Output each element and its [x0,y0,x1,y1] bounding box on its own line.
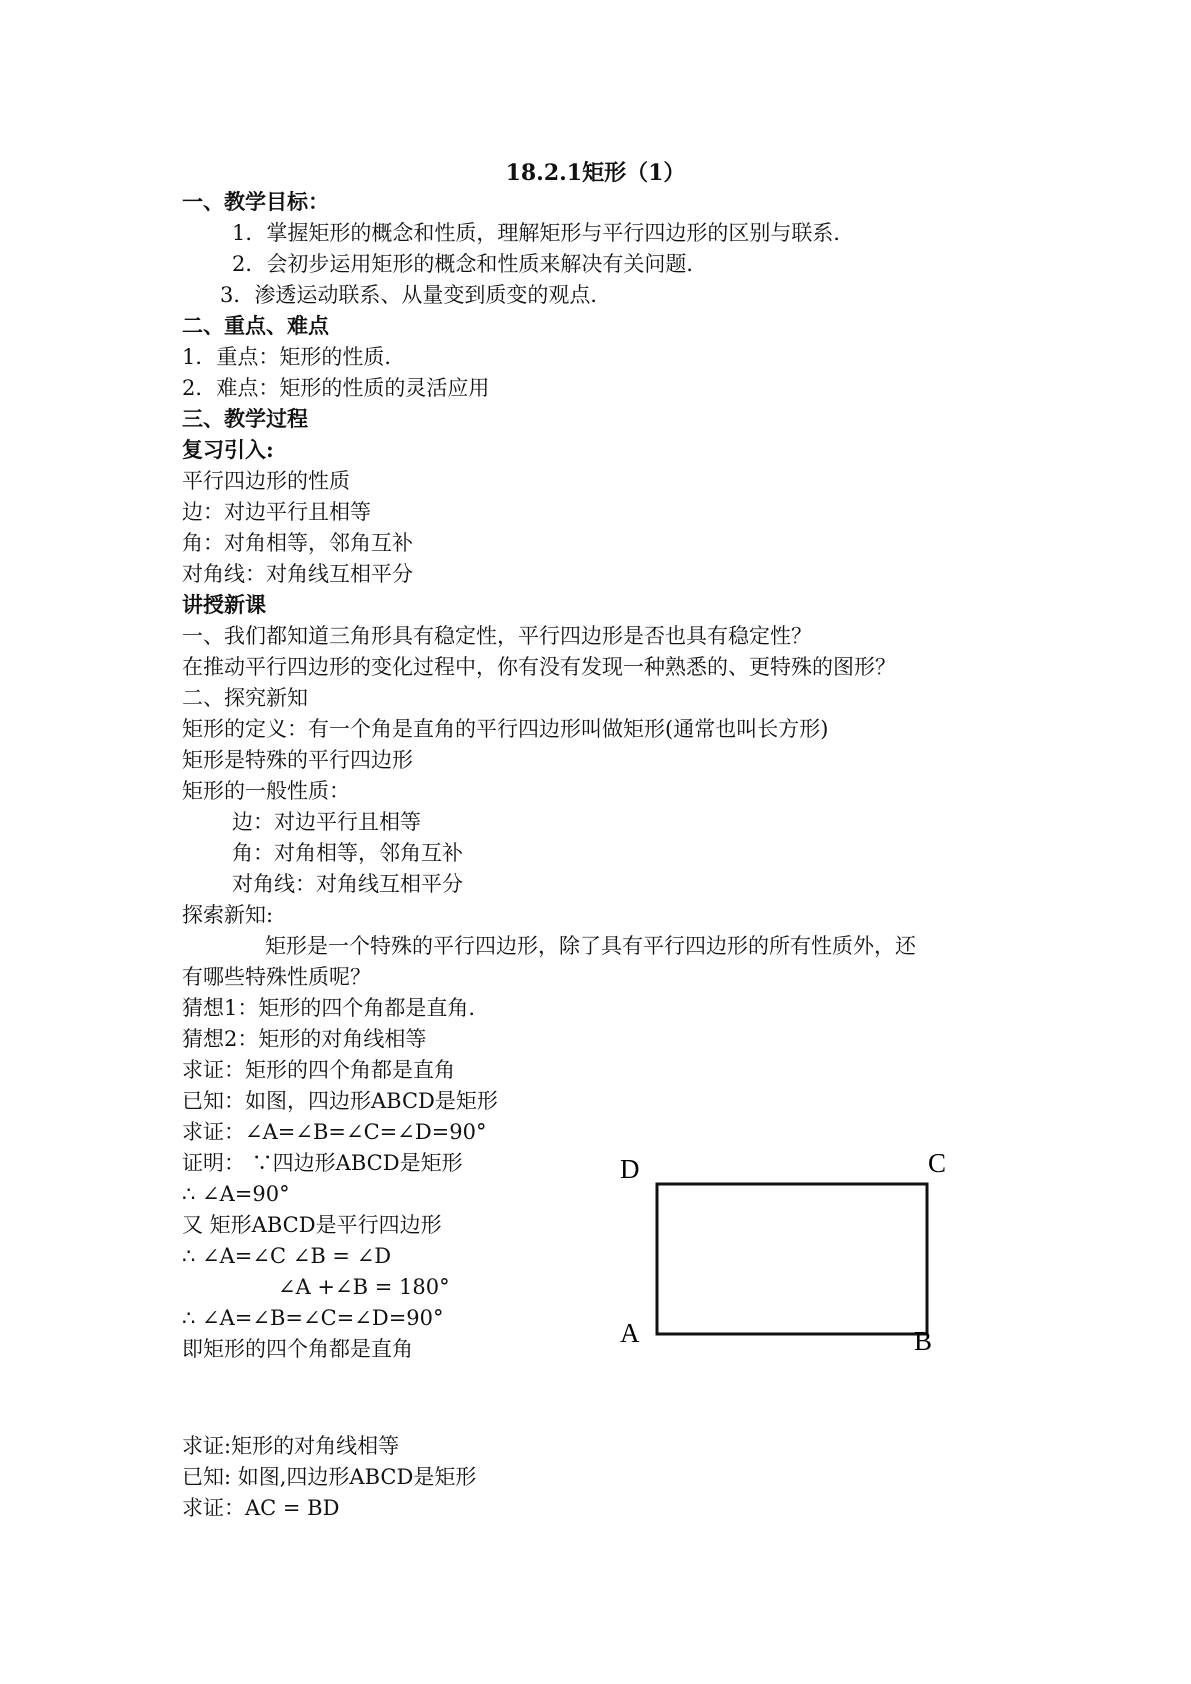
section-heading-process: 三、教学过程 [182,406,308,431]
text-line: 探索新知: [182,903,274,927]
text-line: 在推动平行四边形的变化过程中，你有没有发现一种熟悉的、更特殊的图形？ [182,655,896,679]
document-title: 18.2.1矩形（1） [505,160,686,186]
objective-item: 1．掌握矩形的概念和性质，理解矩形与平行四边形的区别与联系． [232,221,855,245]
text-line: 一、我们都知道三角形具有稳定性，平行四边形是否也具有稳定性？ [182,624,812,648]
proof-line: 求证：AC = BD [182,1496,340,1520]
property-item: 角：对角相等，邻角互补 [232,841,463,865]
proof-line: 即矩形的四个角都是直角 [182,1337,413,1361]
vertex-label-a: A [620,1318,640,1348]
proof-line: 求证：∠A=∠B=∠C=∠D=90° [182,1120,487,1144]
text-line: 二、探究新知 [182,686,308,710]
text-line: 有哪些特殊性质呢？ [182,965,371,989]
rectangle-shape [657,1184,927,1334]
proof-line: 求证:矩形的对角线相等 [182,1434,400,1458]
rectangle-abcd-figure [620,1148,950,1368]
proof-line: 求证：矩形的四个角都是直角 [182,1058,455,1082]
property-item: 对角线：对角线互相平分 [232,872,463,896]
text-line: 矩形是一个特殊的平行四边形，除了具有平行四边形的所有性质外，还 [265,934,916,958]
section-heading-key-points: 二、重点、难点 [182,313,329,338]
key-point-item: 2．难点：矩形的性质的灵活应用 [182,376,490,400]
proof-line: 已知：如图，四边形ABCD是矩形 [182,1089,498,1113]
objective-item: 3．渗透运动联系、从量变到质变的观点． [220,283,612,307]
vertex-label-c: C [928,1148,947,1178]
proof-line: ∴ ∠A=∠B=∠C=∠D=90° [182,1306,444,1330]
objective-item: 2．会初步运用矩形的概念和性质来解决有关问题． [232,252,708,276]
text-line: 对角线：对角线互相平分 [182,562,413,586]
definition-line: 矩形的定义：有一个角是直角的平行四边形叫做矩形(通常也叫长方形) [182,717,829,741]
conjecture-line: 猜想2：矩形的对角线相等 [182,1027,427,1051]
text-line: 角：对角相等，邻角互补 [182,531,413,555]
section-heading-objectives: 一、教学目标： [182,189,329,214]
proof-line: ∠A +∠B = 180° [278,1275,450,1299]
property-item: 边：对边平行且相等 [232,810,421,834]
proof-line: 又 矩形ABCD是平行四边形 [182,1213,442,1237]
proof-line: ∴ ∠A=∠C ∠B = ∠D [182,1244,392,1268]
conjecture-line: 猜想1：矩形的四个角都是直角. [182,996,476,1020]
proof-line: 已知: 如图,四边形ABCD是矩形 [182,1465,477,1489]
text-line: 矩形是特殊的平行四边形 [182,748,413,772]
proof-line: 证明： ∵四边形ABCD是矩形 [182,1151,463,1175]
proof-line: ∴ ∠A=90° [182,1182,290,1206]
text-line: 平行四边形的性质 [182,469,350,493]
text-line: 边：对边平行且相等 [182,500,371,524]
text-line: 矩形的一般性质： [182,779,350,803]
subheading-new-lesson: 讲授新课 [182,592,266,617]
vertex-label-d: D [620,1154,640,1184]
key-point-item: 1．重点：矩形的性质． [182,345,406,369]
vertex-label-b: B [914,1326,933,1356]
subheading-review: 复习引入: [182,437,274,462]
